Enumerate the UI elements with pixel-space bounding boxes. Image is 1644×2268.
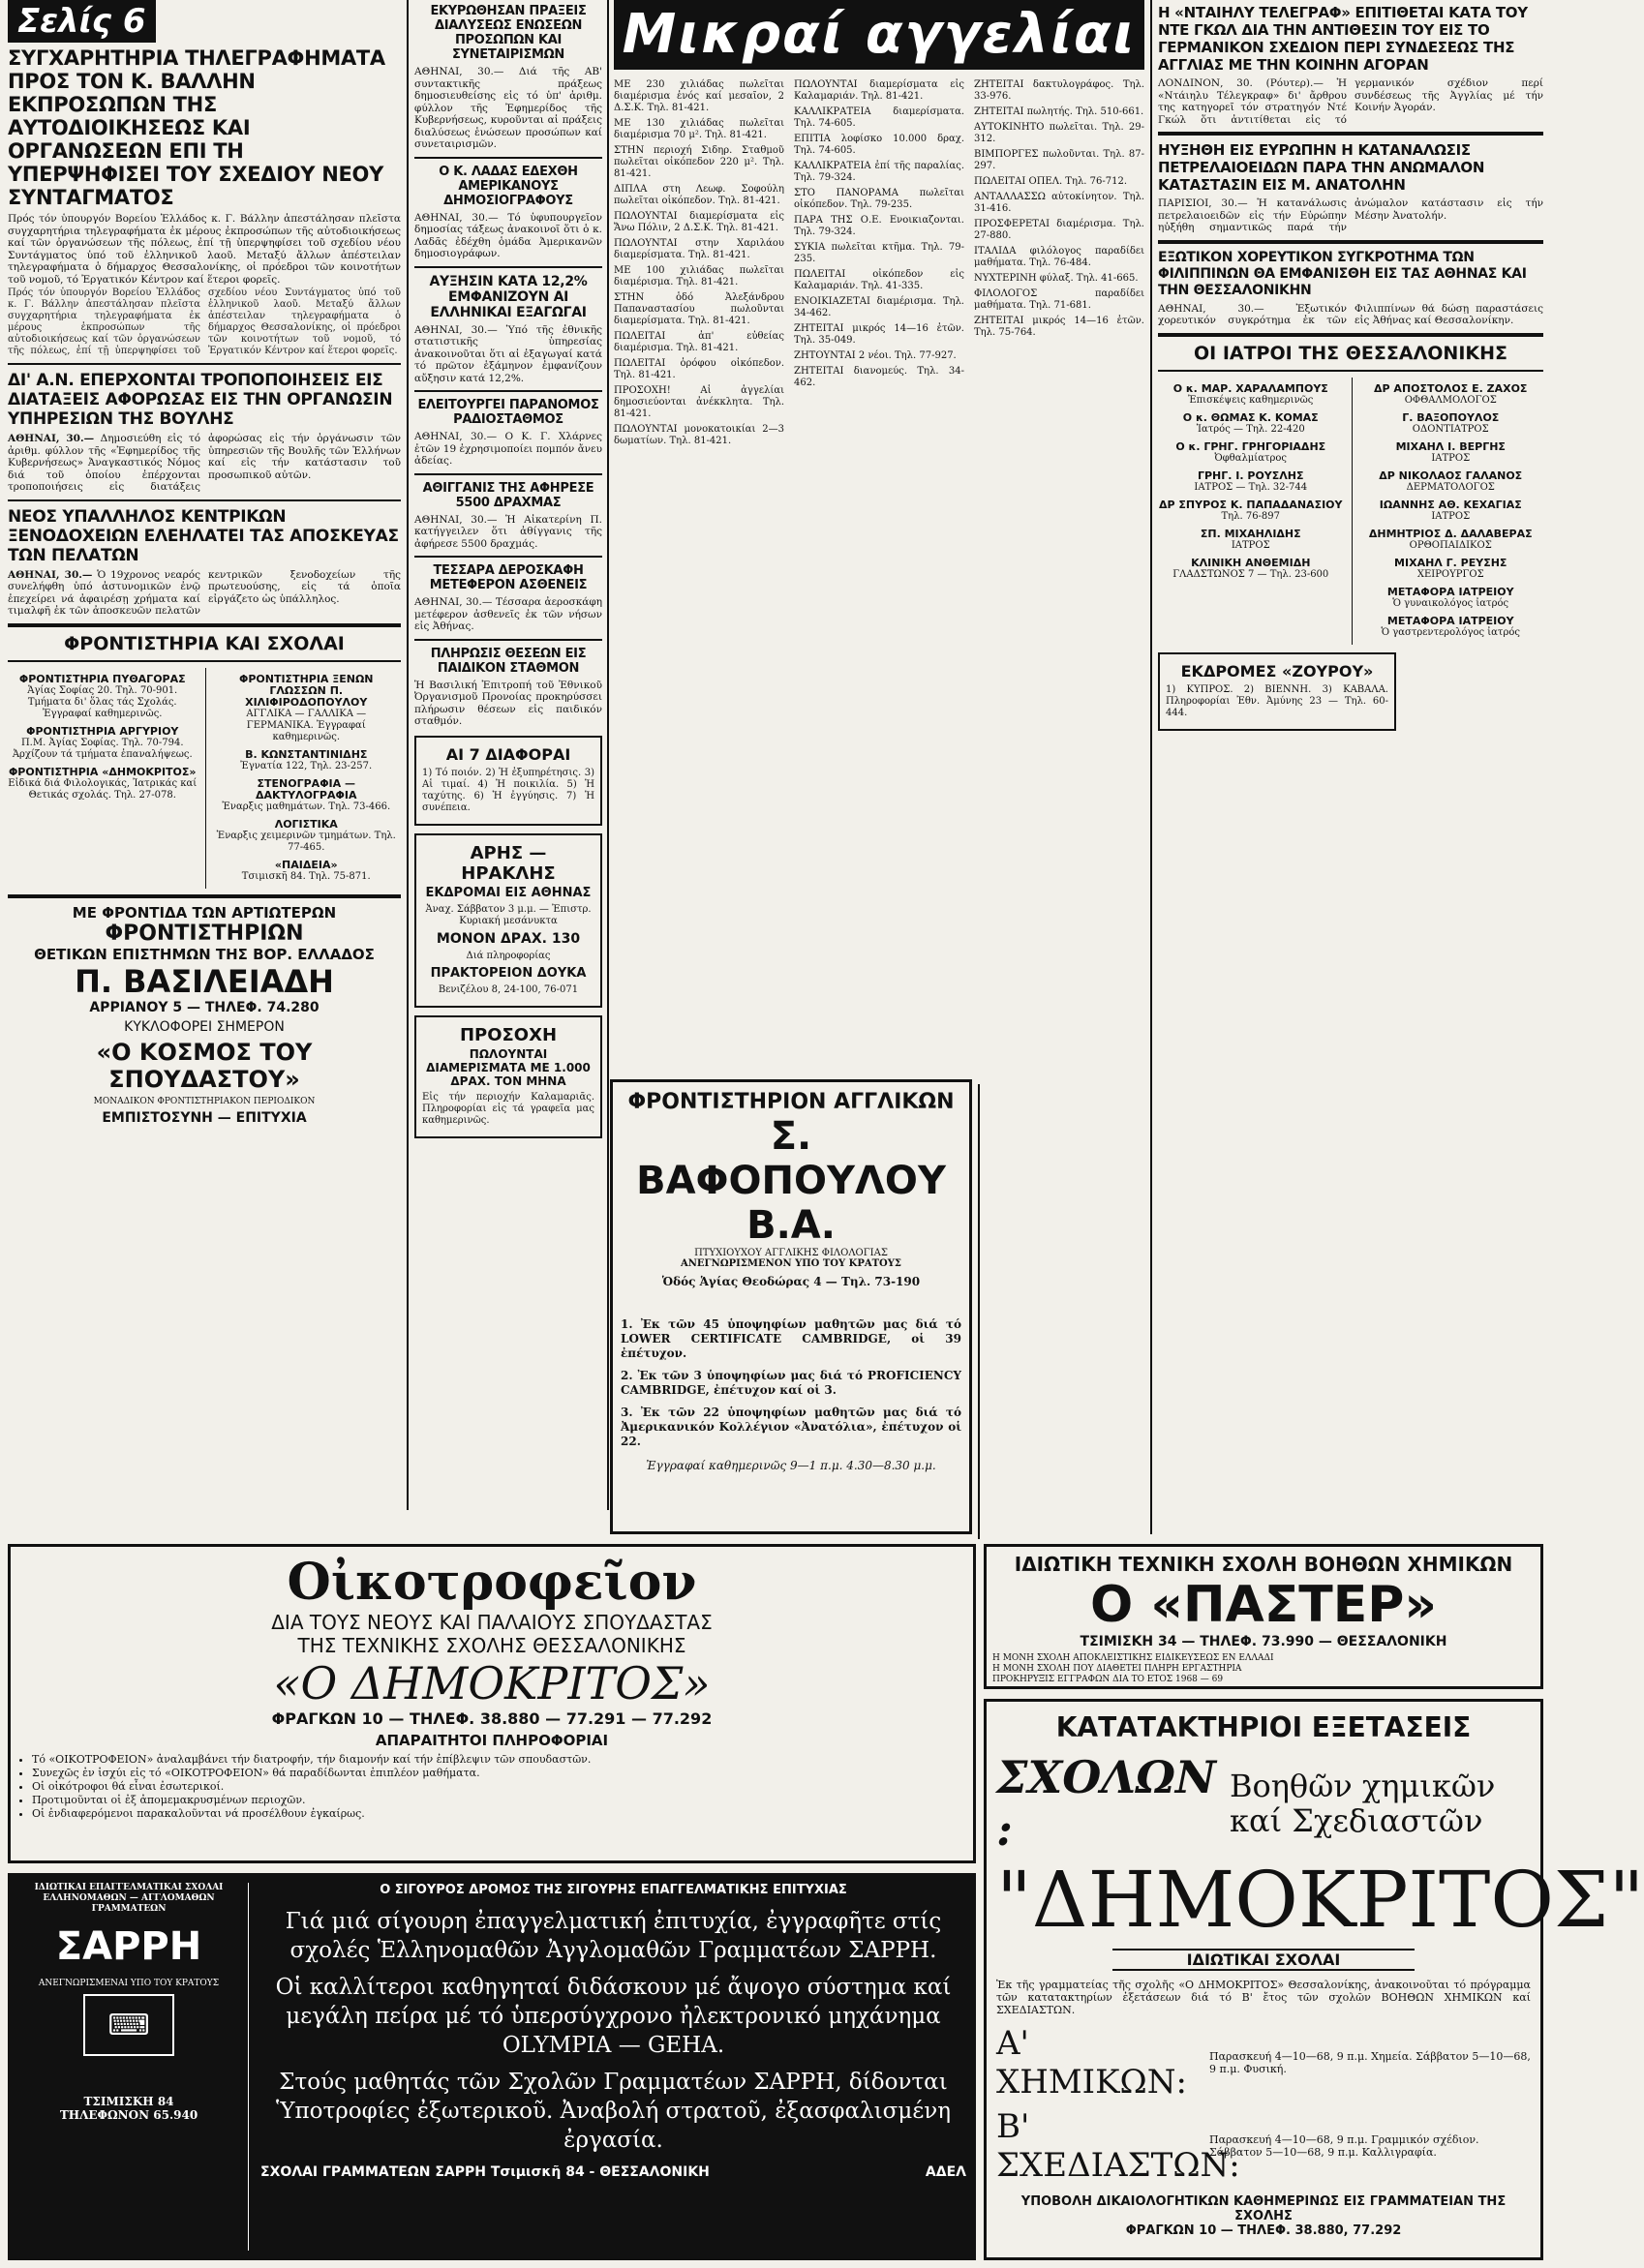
doctors-col-left [1158,378,1344,645]
doctor-info: ΙΑΤΡΟΣ [1431,510,1471,522]
sarri-ad [8,1873,976,2260]
paster-ad: ΙΔΙΩΤΙΚΗ ΤΕΧΝΙΚΗ ΣΧΟΛΗ ΒΟΗΘΩΝ ΧΗΜΙΚΩΝ Ο «ΠΑΣΤΕΡ» ΤΣΙΜΙΣΚΗ 34 — ΤΗΛΕΦ. 73.990 — ΘΕΣΣΑΛΟΝΙΚΗ Η ΜΟΝΗ ΣΧΟΛΗ ΑΠΟΚΛΕΙΣΤΙΚΗΣ ΕΙΔΙΚΕΥΣΕΩΣ ΕΝ ΕΛΛΑΔΙ Η ΜΟΝΗ ΣΧΟΛΗ ΠΟΥ ΔΙΑΘΕΤΕΙ ΠΛΗΡΗ ΕΡΓΑΣΤΗΡΙΑ ΠΡΟΚΗΡΥΞΙΣ ΕΓΓΡΑΦΩΝ ΔΙΑ ΤΟ ΕΤΟΣ 1968 — 69 [984,1544,1543,1689]
doctor-name: ΙΩΑΝΝΗΣ ΑΘ. ΚΕΧΑΓΙΑΣ [1379,498,1522,511]
doctor-entry [1358,412,1544,436]
oikotrofeion-point: • Τό «ΟΙΚΟΤΡΟΦΕΙΟΝ» ἀναλαμβάνει τήν διατροφήν, τήν διαμονήν καί τήν ἐπίβλεψιν τῶν σπουδαστῶν. [32,1753,965,1767]
classified-ad: ΕΝΟΙΚΙΑΖΕΤΑΙ διαμέρισμα. Τηλ. 34-462. [794,296,964,318]
doctors-listing [1158,378,1543,645]
classified-banner: Μικραί αγγελίαι [614,0,1144,70]
classified-ad: ΖΗΤΟΥΝΤΑΙ 2 νέοι. Τηλ. 77-927. [794,350,957,361]
doctor-entry [1358,383,1544,407]
dateline: ΑΘΗΝΑΙ, 30.— [8,568,93,581]
column-rule [607,0,609,1510]
headline-parliament: ΔΙ' Α.Ν. ΕΠΕΡΧΟΝΤΑΙ ΤΡΟΠΟΠΟΙΗΣΕΙΣ ΕΙΣ ΔΙΑΤΑΞΕΙΣ ΑΦΟΡΩΣΑΣ ΕΙΣ ΤΗΝ ΟΡΓΑΝΩΣΙΝ ΥΠΗΡΕΣΙΩΝ ΤΗΣ ΒΟΥΛΗΣ [8,371,393,429]
doctor-name: ΜΙΧΑΗΛ Γ. ΡΕΥΣΗΣ [1394,556,1507,569]
doctor-info: Ὁ γυναικολόγος ἰατρός [1392,597,1509,609]
classified-ad: ΠΩΛΕΙΤΑΙ ΟΠΕΛ. Τηλ. 76-712. [974,176,1128,187]
vafopoulou-ad: ΦΡΟΝΤΙΣΤΗΡΙΟΝ ΑΓΓΛΙΚΩΝ Σ. ΒΑΦΟΠΟΥΛΟΥ Β.Α. ΠΤΥΧΙΟΥΧΟΥ ΑΓΓΛΙΚΗΣ ΦΙΛΟΛΟΓΙΑΣ ΑΝΕΓΝΩΡΙΣΜΕΝΟΝ ΥΠΟ ΤΟΥ ΚΡΑΤΟΥΣ Ὁδός Ἁγίας Θεοδώρας 4 — Τηλ. 73-190 1. Ἐκ τῶν 45 ὑποψηφίων μαθητῶν μας διά τό LOWER CERTIFICATE CAMBRIDGE, οἱ 39 ἐπέτυχον. 2. Ἐκ τῶν 3 ὑποψηφίων μας διά τό PROFICIENCY CAMBRIDGE, ἐπέτυχον καί οἱ 3. 3. Ἐκ τῶν 22 ὑποψηφίων μαθητῶν μας διά τό Ἀμερικανικόν Κολλέγιον «Ἀνατόλια», ἐπέτυχον οἱ 22. Ἐγγραφαί καθημερινῶς 9—1 π.μ. 4.30—8.30 μ.μ. [610,1079,972,1534]
doctor-name: ΔΡ ΑΠΟΣΤΟΛΟΣ Ε. ΖΑΧΟΣ [1374,381,1528,395]
classified-ad: ΣΤΟ ΠΑΝΟΡΑΜΑ πωλεῖται οἰκόπεδον. Τηλ. 79-235. [794,188,964,210]
classified-ad: ΖΗΤΕΙΤΑΙ μικρός 14—16 ἐτῶν. Τηλ. 35-049. [794,323,964,346]
classified-section [614,0,1144,1070]
classified-col-3 [974,76,1144,451]
headline-de-gaulle: Η «ΝΤΑΙΗΛΥ ΤΕΛΕΓΡΑΦ» ΕΠΙΤΙΘΕΤΑΙ ΚΑΤΑ ΤΟΥ ΝΤΕ ΓΚΩΛ ΔΙΑ ΤΗΝ ΑΝΤΙΘΕΣΙΝ ΤΟΥ ΕΙΣ ΤΟ ΓΕΡΜΑΝΙΚΟΝ ΣΧΕΔΙΟΝ ΠΕΡΙ ΣΥΝΔΕΣΕΩΣ ΤΗΣ ΑΓΓΛΙΑΣ ΜΕ ΤΗΝ ΚΟΙΝΗΝ ΑΓΟΡΑΝ [1158,4,1528,74]
doctor-info: ΔΕΡΜΑΤΟΛΟΓΟΣ [1406,481,1495,493]
tutoring-entry: Β. ΚΩΝΣΤΑΝΤΙΝΙΔΗΣ Ἐγνατία 122, Τηλ. 23-257. [240,747,373,771]
doctor-name: ΔΡ ΣΠΥΡΟΣ Κ. ΠΑΠΑΔΑΝΑΣΙΟΥ [1159,498,1343,511]
headline: ΠΛΗΡΩΣΙΣ ΘΕΣΕΩΝ ΕΙΣ ΠΑΙΔΙΚΟΝ ΣΤΑΘΜΟΝ [430,646,587,676]
seven-differences-ad: ΑΙ 7 ΔΙΑΦΟΡΑΙ 1) Τό ποιόν. 2) Ἡ ἐξυπηρέτησις. 3) Αἱ τιμαί. 4) Ἡ ποικιλία. 5) Ἡ ταχύτης. 6) Ἡ ἐγγύησις. 7) Ἡ συνέπεια. [414,736,602,826]
doctor-entry [1358,499,1544,523]
classified-ad: ΜΕ 130 χιλιάδας πωλεῖται διαμέρισμα 70 μ². Τηλ. 81-421. [614,118,784,140]
doctor-name: ΔΗΜΗΤΡΙΟΣ Δ. ΔΑΛΑΒΕΡΑΣ [1368,527,1533,540]
doctor-name: ΚΛΙΝΙΚΗ ΑΝΘΕΜΙΔΗ [1191,556,1311,569]
doctor-name: Ο κ. ΜΑΡ. ΧΑΡΑΛΑΜΠΟΥΣ [1172,381,1328,395]
classified-ad: ΚΑΛΛΙΚΡΑΤΕΙΑ διαμερίσματα. Τηλ. 74-605. [794,106,964,129]
doctor-entry [1358,616,1544,639]
doctor-entry [1158,529,1344,552]
tutoring-entry: «ΠΑΙΔΕΙΑ» Τσιμισκῆ 84. Τηλ. 75-871. [241,858,371,882]
article-text: Ὁ 19χρονος νεαρός συνελήφθη ὑπό ἀστυνομικῶν ἐνῷ ἐπεχείρει νά ἀφαιρέσῃ χρήματα καί τιμαλφῆ ἐκ τῶν ἀποσκευῶν πελατῶν κεντρικῶν ξενοδοχείων τῆς πρωτευούσης, εἰς τά ὁποῖα εἰργάζετο ὡς ὑπάλληλος. [8,568,401,617]
headline-hotels: ΝΕΟΣ ΥΠΑΛΛΗΛΟΣ ΚΕΝΤΡΙΚΩΝ ΞΕΝΟΔΟΧΕΙΩΝ ΕΛΕΗΛΑΤΕΙ ΤΑΣ ΑΠΟΣΚΕΥΑΣ ΤΩΝ ΠΕΛΑΤΩΝ [8,506,399,565]
column-1 [8,0,401,1510]
oikotrofeion-point: • Οἱ οἰκότροφοι θά εἶναι ἐσωτερικοί. [32,1780,965,1794]
doctor-name: Ο κ. ΓΡΗΓ. ΓΡΗΓΟΡΙΑΔΗΣ [1175,439,1326,453]
tutoring-entry: ΦΡΟΝΤΙΣΤΗΡΙΑ ΑΡΓΥΡΙΟΥ Π.Μ. Ἀγίας Σοφίας. Τηλ. 70-794. Ἀρχίζουν τά τμήματα ἐπαναλήψεως. [12,724,193,760]
classified-ad: ΑΝΤΑΛΛΑΣΣΩ αὐτοκίνητον. Τηλ. 31-416. [974,192,1144,214]
doctors-heading: ΟΙ ΙΑΤΡΟΙ ΤΗΣ ΘΕΣΣΑΛΟΝΙΚΗΣ [1193,342,1507,364]
classified-ad: ΔΙΠΛΑ στη Λεωφ. Σοφούλη πωλεῖται οἰκόπεδον. Τηλ. 81-421. [614,184,784,206]
article-telegrams-cont: Πρός τόν ὑπουργόν Βορείου Ἑλλάδος κ. Γ. Βάλλην ἀπεστάλησαν πλεῖστα συγχαρητήρια τηλεγραφήματα ἐκ μέρους ἐκπροσώπων τῆς αὐτοδιοικήσεως καί τῶν ὀργανώσεων τῆς πόλεως, ἐπί τῇ ὑπερψηφίσει τοῦ σχεδίου νέου Συντάγματος ὑπό τοῦ ἑλληνικοῦ λαοῦ. Μεταξύ ἄλλων ἀπέστειλαν τηλεγραφήματα ὁ δήμαρχος Θεσσαλονίκης, οἱ πρόεδροι τῶν κοινοτήτων τοῦ νομοῦ, τό Ἐργατικόν Κέντρον καί ἕτεροι φορεῖς. [8,287,401,356]
article-parliament [8,433,401,494]
classified-ad: ΙΤΑΛΙΔΑ φιλόλογος παραδίδει μαθήματα. Τηλ. 76-484. [974,246,1144,268]
headline: Ο Κ. ΛΑΔΑΣ ΕΔΕΧΘΗ ΑΜΕΡΙΚΑΝΟΥΣ ΔΗΜΟΣΙΟΓΡΑΦΟΥΣ [439,164,578,208]
column-2 [414,0,602,1510]
classified-ad: ΖΗΤΕΙΤΑΙ μικρός 14—16 ἐτῶν. Τηλ. 75-764. [974,316,1144,338]
classified-ad: ΠΩΛΕΙΤΑΙ ὁρόφου οἰκόπεδον. Τηλ. 81-421. [614,358,784,380]
typewriter-icon: ⌨ [83,1994,174,2056]
apartments-ad: ΠΡΟΣΟΧΗ ΠΩΛΟΥΝΤΑΙ ΔΙΑΜΕΡΙΣΜΑΤΑ ΜΕ 1.000 ΔΡΑΧ. ΤΟΝ ΜΗΝΑ Εἰς τήν περιοχήν Καλαμαριᾶς. Πληροφορίαι εἰς τά γραφεῖα μας καθημερινῶς. [414,1015,602,1138]
doctor-name: ΣΠ. ΜΙΧΑΗΛΙΔΗΣ [1200,527,1301,540]
doctor-info: ΓΛΑΔΣΤΩΝΟΣ 7 — Τηλ. 23-600 [1172,568,1329,580]
tutoring-col-b [205,668,402,889]
article-philippines: ΑΘΗΝΑΙ, 30.— Ἐξωτικόν χορευτικόν συγκρότημα ἐκ τῶν Φιλιππίνων θά δώσῃ παραστάσεις εἰς Ἀθήνας καί Θεσσαλονίκην. [1158,302,1543,326]
headline: ΑΥΞΗΣΙΝ ΚΑΤΑ 12,2% ΕΜΦΑΝΙΖΟΥΝ ΑΙ ΕΛΛΗΝΙΚΑΙ ΕΞΑΓΩΓΑΙ [429,273,588,320]
dateline: ΑΘΗΝΑΙ, 30.— [8,433,95,444]
article-text: ΑΘΗΝΑΙ, 30.— Ο Κ. Γ. Χλάρνες ἐτῶν 19 ἐχρησιμοποίει πομπόν ἄνευ ἀδείας. [414,431,602,467]
headline-oil: ΗΥΞΗΘΗ ΕΙΣ ΕΥΡΩΠΗΝ Η ΚΑΤΑΝΑΛΩΣΙΣ ΠΕΤΡΕΛΑΙΟΕΙΔΩΝ ΠΑΡΑ ΤΗΝ ΑΝΩΜΑΛΟΝ ΚΑΤΑΣΤΑΣΙΝ ΕΙΣ Μ. ΑΝΑΤΟΛΗΝ [1158,141,1485,194]
doctor-info: ΙΑΤΡΟΣ [1431,452,1471,464]
classified-ad: ΠΩΛΕΙΤΑΙ ἀπ' εὐθείας διαμέρισμα. Τηλ. 81-421. [614,331,784,353]
classified-ad: ΝΥΧΤΕΡΙΝΗ φύλαξ. Τηλ. 41-665. [974,273,1139,284]
classified-ad: ΠΩΛΟΥΝΤΑΙ στην Χαριλάου διαμερίσματα. Τηλ. 81-421. [614,238,784,260]
doctors-col-right [1352,378,1544,645]
doctor-info: Τηλ. 76-897 [1221,510,1281,522]
doctor-info: Ἐπισκέψεις καθημερινῶς [1188,394,1314,406]
article-text: ΑΘΗΝΑΙ, 30.— Διά τῆς ΑΒ' συντακτικῆς πράξεως δημοσιευθείσης εἰς τό ὑπ' ἀριθμ. φύλλον τῆς Ἐφημερίδος τῆς Κυβερνήσεως, κυροῦνται αἱ πράξεις διαλύσεως ἑνώσεων προσώπων καί συνεταιρισμῶν. [414,66,602,150]
classified-col-1 [614,76,784,451]
classified-ad: ΦΙΛΟΛΟΓΟΣ παραδίδει μαθήματα. Τηλ. 71-681. [974,288,1144,311]
doctor-entry [1158,412,1344,436]
classified-ad: ΠΩΛΟΥΝΤΑΙ διαμερίσματα εἰς Καλαμαριάν. Τηλ. 81-421. [794,79,964,102]
sarri-text-block: Ο ΣΙΓΟΥΡΟΣ ΔΡΟΜΟΣ ΤΗΣ ΣΙΓΟΥΡΗΣ ΕΠΑΓΓΕΛΜΑΤΙΚΗΣ ΕΠΙΤΥΧΙΑΣ Γιά μιά σίγουρη ἐπαγγελματική ἐπιτυχία, ἐγγραφῆτε στίς σχολές Ἑλληνομαθῶν Ἀγγλομαθῶν Γραμματέων ΣΑΡΡΗ. Οἱ καλλίτεροι καθηγηταί διδάσκουν μέ ἄψογο σύστημα καί μεγάλη πείρα μέ τό ὑπερσύγχρονο ἠλεκτρονικό μηχάνημα OLYMPIA — GEHA. Στούς μαθητάς τῶν Σχολῶν Γραμματέων ΣΑΡΡΗ, δίδονται Ὑποτροφίες ἐξωτερικοῦ. Ἀναβολή στρατοῦ, ἐξασφαλισμένη ἐργασία. ΣΧΟΛΑΙ ΓΡΑΜΜΑΤΕΩΝ ΣΑΡΡΗ Τσιμισκῆ 84 - ΘΕΣΣΑΛΟΝΙΚΗ ΑΔΕΛ [260,1883,966,2180]
doctor-info: ΟΡΘΟΠΑΙΔΙΚΟΣ [1409,539,1492,551]
tutoring-entry: ΛΟΓΙΣΤΙΚΑ Ἐναρξις χειμερινῶν τμημάτων. Τηλ. 77-465. [216,817,396,853]
doctor-entry [1158,470,1344,494]
article-oil: ΠΑΡΙΣΙΟΙ, 30.— Ἡ κατανάλωσις πετρελαιοειδῶν εἰς τήν Εὐρώπην ηὐξήθη σημαντικῶς παρά τήν ἀνώμαλον κατάστασιν εἰς τήν Μέσην Ἀνατολήν. [1158,197,1543,233]
classified-columns [614,76,1144,451]
doctor-name: Ο κ. ΘΩΜΑΣ Κ. ΚΟΜΑΣ [1182,410,1319,424]
article-text: ΑΘΗΝΑΙ, 30.— Τέσσαρα ἀεροσκάφη μετέφερον ἀσθενεῖς ἐκ τῶν νήσων εἰς Ἀθήνας. [414,596,602,632]
tutoring-entry: ΦΡΟΝΤΙΣΤΗΡΙΑ ΠΥΘΑΓΟΡΑΣ Ἁγίας Σοφίας 20. Τηλ. 70-901. Τμήματα δι' ὅλας τάς Σχολάς. Ἐγγραφαί καθημερινῶς. [18,672,186,719]
classified-ad: ΠΩΛΟΥΝΤΑΙ διαμερίσματα εἰς Ἄνω Πόλιν, 2 Δ.Σ.Κ. Τηλ. 81-421. [614,211,784,233]
article-text: Δημοσιεύθη εἰς τό ἀριθμ. φύλλον τῆς «Ἐφημερίδος τῆς Κυβερνήσεως» Ἀναγκαστικός Νόμος διά τοῦ ὁποίου ἐπέρχονται τροποποιήσεις εἰς διατάξεις ἀφορώσας εἰς τήν ὀργάνωσιν τῶν ὑπηρεσιῶν τῆς Βουλῆς τῶν Ἑλλήνων καί εἰς τήν κατάστασιν τοῦ προσωπικοῦ αὐτῶν. [8,433,401,493]
article-text: ΑΘΗΝΑΙ, 30.— Ἡ Αἰκατερίνη Π. κατήγγειλεν ὅτι ἀθίγγανις τῆς ἀφήρεσε 5500 δραχμάς. [414,513,602,550]
oikotrofeion-point: • Οἱ ἐνδιαφερόμενοι παρακαλοῦνται νά προσέλθουν ἐγκαίρως. [32,1807,965,1821]
excursion-ad: ΕΚΔΡΟΜΕΣ «ΖΟΥΡΟΥ» 1) ΚΥΠΡΟΣ. 2) ΒΙΕΝΝΗ. 3) ΚΑΒΑΛΑ. Πληροφορίαι Ἐθν. Ἀμύνης 23 — Τηλ. 60-444. [1158,652,1396,731]
doctor-entry [1158,441,1344,465]
tutoring-col-a [8,668,198,889]
doctor-name: ΜΙΧΑΗΛ Ι. ΒΕΡΓΗΣ [1395,439,1506,453]
doctor-entry [1158,383,1344,407]
doctor-name: ΜΕΤΑΦΟΡΑ ΙΑΤΡΕΙΟΥ [1386,614,1514,627]
oikotrofeion-point: • Συνεχῶς ἐν ἰσχύι εἰς τό «ΟΙΚΟΤΡΟΦΕΙΟΝ» θά παραδίδωνται ἐπιπλέον μαθήματα. [32,1767,965,1780]
oikotrofeion-ad: Οἰκοτροφεῖον ΔΙΑ ΤΟΥΣ ΝΕΟΥΣ ΚΑΙ ΠΑΛΑΙΟΥΣ ΣΠΟΥΔΑΣΤΑΣ ΤΗΣ ΤΕΧΝΙΚΗΣ ΣΧΟΛΗΣ ΘΕΣΣΑΛΟΝΙΚΗΣ «Ο ΔΗΜΟΚΡΙΤΟΣ» ΦΡΑΓΚΩΝ 10 — ΤΗΛΕΦ. 38.880 — 77.291 — 77.292 ΑΠΑΡΑΙΤΗΤΟΙ ΠΛΗΡΟΦΟΡΙΑΙ • Τό «ΟΙΚΟΤΡΟΦΕΙΟΝ» ἀναλαμβάνει τήν διατροφήν, τήν διαμονήν καί τήν ἐπίβλεψιν τῶν σπουδαστῶν. • Συνεχῶς ἐν ἰσχύι εἰς τό «ΟΙΚΟΤΡΟΦΕΙΟΝ» θά παραδίδωνται ἐπιπλέον μαθήματα. • Οἱ οἰκότροφοι θά εἶναι ἐσωτερικοί. • Προτιμοῦνται οἱ ἐξ ἀπομεμακρυσμένων περιοχῶν. • Οἱ ἐνδιαφερόμενοι παρακαλοῦνται νά προσέλθουν ἐγκαίρως. [8,1544,976,1863]
classified-ad: ΣΥΚΙΑ πωλεῖται κτῆμα. Τηλ. 79-235. [794,242,964,264]
classified-ad: ΠΑΡΑ ΤΗΣ Ο.Ε. Ενοικιαζονται. Τηλ. 79-324. [794,215,964,237]
classified-ad: ΑΥΤΟΚΙΝΗΤΟ πωλεῖται. Τηλ. 29-312. [974,122,1144,144]
vasileiadi-ad: ΜΕ ΦΡΟΝΤΙΔΑ ΤΩΝ ΑΡΤΙΩΤΕΡΩΝ ΦΡΟΝΤΙΣΤΗΡΙΩΝ ΘΕΤΙΚΩΝ ΕΠΙΣΤΗΜΩΝ ΤΗΣ ΒΟΡ. ΕΛΛΑΔΟΣ Π. ΒΑΣΙΛΕΙΑΔΗ ΑΡΡΙΑΝΟΥ 5 — ΤΗΛΕΦ. 74.280 ΚΥΚΛΟΦΟΡΕΙ ΣΗΜΕΡΟΝ «Ο ΚΟΣΜΟΣ ΤΟΥ ΣΠΟΥΔΑΣΤΟΥ» ΜΟΝΑΔΙΚΟΝ ΦΡΟΝΤΙΣΤΗΡΙΑΚΟΝ ΠΕΡΙΟΔΙΚΟΝ ΕΜΠΙΣΤΟΣΥΝΗ — ΕΠΙΤΥΧΙΑ [34,903,375,1126]
classified-ad: ΒΙΜΠΟΡΓΕΣ πωλοῦνται. Τηλ. 87-297. [974,149,1144,171]
doctor-entry [1358,441,1544,465]
article-de-gaulle: ΛΟΝΔΙΝΟΝ, 30. (Ρόυτερ).— Ἡ «Ντάιηλυ Τέλεγκραφ» δι' ἄρθρου της κατηγορεῖ τόν στρατηγόν Ντέ Γκώλ ὅτι ἀντιτίθεται εἰς τό γερμανικόν σχέδιον περί συνδέσεως τῆς Ἀγγλίας μέ τήν Κοινήν Ἀγοράν. [1158,77,1543,126]
article-telegrams: Πρός τόν ὑπουργόν Βορείου Ἑλλάδος κ. Γ. Βάλλην ἀπεστάλησαν πλεῖστα συγχαρητήρια τηλεγραφήματα ἐκ μέρους ἐκπροσώπων τῆς αὐτοδιοικήσεως καί τῶν ὀργανώσεων τῆς πόλεως, ἐπί τῇ ὑπερψηφίσει τοῦ σχεδίου νέου Συντάγματος ὑπό τοῦ ἑλληνικοῦ λαοῦ. Μεταξύ ἄλλων ἀπέστειλαν τηλεγραφήματα ὁ δήμαρχος Θεσσαλονίκης, οἱ πρόεδροι τῶν κοινοτήτων τοῦ νομοῦ, τό Ἐργατικόν Κέντρον καί ἕτεροι φορεῖς. [8,213,401,286]
headline: ΤΕΣΣΑΡΑ ΔΕΡΟΣΚΑΦΗ ΜΕΤΕΦΕΡΟΝ ΑΣΘΕΝΕΙΣ [429,563,588,592]
tutoring-entry: ΦΡΟΝΤΙΣΤΗΡΙΑ «ΔΗΜΟΚΡΙΤΟΣ» Εἰδικά διά Φιλολογικάς, Ἰατρικάς καί Θετικάς σχολάς. Τηλ. 27-078. [8,765,198,801]
column-rule [1150,0,1152,1534]
classified-ad: ΠΡΟΣΟΧΗ! Αἱ ἀγγελίαι δημοσιεύονται ἀνέκκλητα. Τηλ. 81-421. [614,385,784,419]
classified-ad: ΠΩΛΟΥΝΤΑΙ μονοκατοικίαι 2—3 δωματίων. Τηλ. 81-421. [614,424,784,446]
oikotrofeion-point: • Προτιμοῦνται οἱ ἐξ ἀπομεμακρυσμένων περιοχῶν. [32,1794,965,1807]
classified-ad: ΖΗΤΕΙΤΑΙ πωλητής. Τηλ. 510-661. [974,106,1144,117]
classified-ad: ΣΤΗΝ ὁδό Ἀλεξάνδρου Παπαναστασίου πωλοῦνται διαμερίσματα. Τηλ. 81-421. [614,292,784,326]
doctor-info: Ὁ γαστρεντερολόγος ἰατρός [1381,626,1520,638]
classified-ad: ΜΕ 100 χιλιάδας πωλεῖται διαμέρισμα. Τηλ. 81-421. [614,265,784,287]
headline: ΑΘΙΓΓΑΝΙΣ ΤΗΣ ΑΦΗΡΕΣΕ 5500 ΔΡΑΧΜΑΣ [422,480,594,510]
doctor-info: ΙΑΤΡΟΣ [1231,539,1270,551]
classified-ad: ΖΗΤΕΙΤΑΙ δακτυλογράφος. Τηλ. 33-976. [974,79,1144,102]
column-rule [407,0,409,1510]
article-text: ΑΘΗΝΑΙ, 30.— Τό ὑφυπουργεῖον δημοσίας τάξεως ἀνακοινοῖ ὅτι ὁ κ. Λαδᾶς ἐδέχθη ὁμάδα Ἀμερικανῶν δημοσιογράφων. [414,211,602,259]
doctor-entry [1358,470,1544,494]
doctor-entry [1358,587,1544,610]
doctor-info: Ἰατρός — Τηλ. 22-420 [1196,423,1305,435]
doctor-entry [1358,529,1544,552]
doctor-info: ΟΦΘΑΛΜΟΛΟΓΟΣ [1404,394,1497,406]
doctor-name: ΔΡ ΝΙΚΟΛΑΟΣ ΓΑΛΑΝΟΣ [1379,469,1523,482]
article-text: Ἡ Βασιλική Ἐπιτροπή τοῦ Ἐθνικοῦ Ὀργανισμοῦ Προνοίας προκηρύσσει πλήρωσιν θέσεων εἰς παιδικόν σταθμόν. [414,679,602,727]
tutoring-heading: ΦΡΟΝΤΙΣΤΗΡΙΑ ΚΑΙ ΣΧΟΛΑΙ [64,632,345,654]
headline: ΕΛΕΙΤΟΥΡΓΕΙ ΠΑΡΑΝΟΜΟΣ ΡΑΔΙΟΣΤΑΘΜΟΣ [417,398,599,427]
article-text: ΑΘΗΝΑΙ, 30.— Ὑπό τῆς ἐθνικῆς στατιστικῆς ὑπηρεσίας ἀνακοινοῦται ὅτι αἱ ἐξαγωγαί κατά τό πρῶτον ἑξάμηνον ἐμφανίζουν αὔξησιν κατά 12,2%. [414,323,602,384]
classified-ad: ΖΗΤΕΙΤΑΙ διανομεύς. Τηλ. 34-462. [794,366,964,388]
article-hotels [8,569,401,618]
tutoring-listings [8,668,401,889]
classified-ad: ΠΩΛΕΙΤΑΙ οἰκόπεδον εἰς Καλαμαριάν. Τηλ. 41-335. [794,269,964,291]
headline: ΕΚΥΡΩΘΗΣΑΝ ΠΡΑΞΕΙΣ ΔΙΑΛΥΣΕΩΣ ΕΝΩΣΕΩΝ ΠΡΟΣΩΠΩΝ ΚΑΙ ΣΥΝΕΤΑΙΡΙΣΜΩΝ [430,4,587,62]
classified-ad: ΣΤΗΝ περιοχή Σιδηρ. Σταθμοῦ πωλεῖται οἰκόπεδον 220 μ². Τηλ. 81-421. [614,145,784,179]
doctor-info: ΙΑΤΡΟΣ — Τηλ. 32-744 [1194,481,1308,493]
doctor-info: ΟΔΟΝΤΙΑΤΡΟΣ [1412,423,1489,435]
doctor-info: ΧΕΙΡΟΥΡΓΟΣ [1416,568,1484,580]
column-rule [978,1084,980,1539]
doctor-entry [1358,558,1544,581]
classified-ad: ΜΕ 230 χιλιάδας πωλεῖται διαμέρισμα ἑνός καί μεσαῖον, 2 Δ.Σ.Κ. Τηλ. 81-421. [614,79,784,113]
column-4 [1158,0,1543,1539]
headline-telegrams: ΣΥΓΧΑΡΗΤΗΡΙΑ ΤΗΛΕΓΡΑΦΗΜΑΤΑ ΠΡΟΣ ΤΟΝ Κ. ΒΑΛΛΗΝ ΕΚΠΡΟΣΩΠΩΝ ΤΗΣ ΑΥΤΟΔΙΟΙΚΗΣΕΩΣ ΚΑΙ ΟΡΓΑΝΩΣΕΩΝ ΕΠΙ ΤΗ ΥΠΕΡΨΗΦΙΣΕΙ ΤΟΥ ΣΧΕΔΙΟΥ ΝΕΟΥ ΣΥΝΤΑΓΜΑΤΟΣ [8,46,385,209]
doctor-name: Γ. ΒΑΞΟΠΟΥΛΟΣ [1402,410,1500,424]
tutoring-entry: ΦΡΟΝΤΙΣΤΗΡΙΑ ΞΕΝΩΝ ΓΛΩΣΣΩΝ Π. ΧΙΛΙΦΙΡΟΔΟΠΟΥΛΟΥ ΑΓΓΛΙΚΑ — ΓΑΛΛΙΚΑ — ΓΕΡΜΑΝΙΚΑ. Ἐγγραφαί καθημερινῶς. [238,672,374,742]
tutoring-entry: ΣΤΕΝΟΓΡΑΦΙΑ — ΔΑΚΤΥΛΟΓΡΑΦΙΑ Ἐναρξις μαθημάτων. Τηλ. 73-466. [222,776,391,812]
doctor-name: ΓΡΗΓ. Ι. ΡΟΥΣΛΗΣ [1197,469,1304,482]
classified-ad: ΚΑΛΛΙΚΡΑΤΕΙΑ ἐπί τῆς παραλίας. Τηλ. 79-324. [794,161,964,183]
doctor-name: ΜΕΤΑΦΟΡΑ ΙΑΤΡΕΙΟΥ [1386,585,1514,598]
doctor-info: Ὀφθαλμίατρος [1214,452,1288,464]
sarri-logo-block: ΙΔΙΩΤΙΚΑΙ ΕΠΑΓΓΕΛΜΑΤΙΚΑΙ ΣΧΟΛΑΙ ΕΛΛΗΝΟΜΑΘΩΝ — ΑΓΓΛΟΜΑΘΩΝ ΓΡΑΜΜΑΤΕΩΝ ΣΑΡΡΗ ΑΝΕΓΝΩΡΙΣΜΕΝΑΙ ΥΠΟ ΤΟΥ ΚΡΑΤΟΥΣ ⌨ ΤΣΙΜΙΣΚΗ 84 ΤΗΛΕΦΩΝΟΝ 65.940 [17,1883,249,2251]
doctor-entry [1158,558,1344,581]
classified-ad: ΠΡΟΣΦΕΡΕΤΑΙ διαμέρισμα. Τηλ. 27-880. [974,219,1144,241]
doctor-entry [1158,499,1344,523]
headline-philippines: ΕΞΩΤΙΚΟΝ ΧΟΡΕΥΤΙΚΟΝ ΣΥΓΚΡΟΤΗΜΑ ΤΩΝ ΦΙΛΙΠΠΙΝΩΝ ΘΑ ΕΜΦΑΝΙΣΘΗ ΕΙΣ ΤΑΣ ΑΘΗΝΑΣ ΚΑΙ ΤΗΝ ΘΕΣΣΑΛΟΝΙΚΗΝ [1158,249,1527,298]
oikotrofeion-points [18,1753,965,1821]
page-badge: Σελίς 6 [8,0,401,43]
classified-ad: ΕΠΙΤΙΑ λοφίσκο 10.000 δραχ. Τηλ. 74-605. [794,134,964,156]
dimokritos-exams-ad: ΚΑΤΑΤΑΚΤΗΡΙΟΙ ΕΞΕΤΑΣΕΙΣ ΣΧΟΛΩΝ : Βοηθῶν χημικῶν καί Σχεδιαστῶν "ΔΗΜΟΚΡΙΤΟΣ" ΙΔΙΩΤΙΚΑΙ ΣΧΟΛΑΙ Ἐκ τῆς γραμματείας τῆς σχολῆς «Ο ΔΗΜΟΚΡΙΤΟΣ» Θεσσαλονίκης, ἀνακοινοῦται τό πρόγραμμα τῶν κατατακτηρίων ἐξετάσεων διά τό Β' ἔτος τῶν σχολῶν ΒΟΗΘΩΝ ΧΗΜΙΚΩΝ καί ΣΧΕΔΙΑΣΤΩΝ. Α' ΧΗΜΙΚΩΝ: Παρασκευή 4—10—68, 9 π.μ. Χημεία. Σάββατον 5—10—68, 9 π.μ. Φυσική. Β' ΣΧΕΔΙΑΣΤΩΝ: Παρασκευή 4—10—68, 9 π.μ. Γραμμικόν σχέδιον. Σάββατον 5—10—68, 9 π.μ. Καλλιγραφία. ΥΠΟΒΟΛΗ ΔΙΚΑΙΟΛΟΓΗΤΙΚΩΝ ΚΑΘΗΜΕΡΙΝΩΣ ΕΙΣ ΓΡΑΜΜΑΤΕΙΑΝ ΤΗΣ ΣΧΟΛΗΣ ΦΡΑΓΚΩΝ 10 — ΤΗΛΕΦ. 38.880, 77.292 [984,1699,1543,2260]
classified-col-2 [794,76,964,451]
aris-iraklis-ad: ΑΡΗΣ — ΗΡΑΚΛΗΣ ΕΚΔΡΟΜΑΙ ΕΙΣ ΑΘΗΝΑΣ Ἀναχ. Σάββατον 3 μ.μ. — Ἐπιστρ. Κυριακή μεσάνυκτα ΜΟΝΟΝ ΔΡΑΧ. 130 Διά πληροφορίας ΠΡΑΚΤΟΡΕΙΟΝ ΔΟΥΚΑ Βενιζέλου 8, 24-100, 76-071 [414,833,602,1008]
